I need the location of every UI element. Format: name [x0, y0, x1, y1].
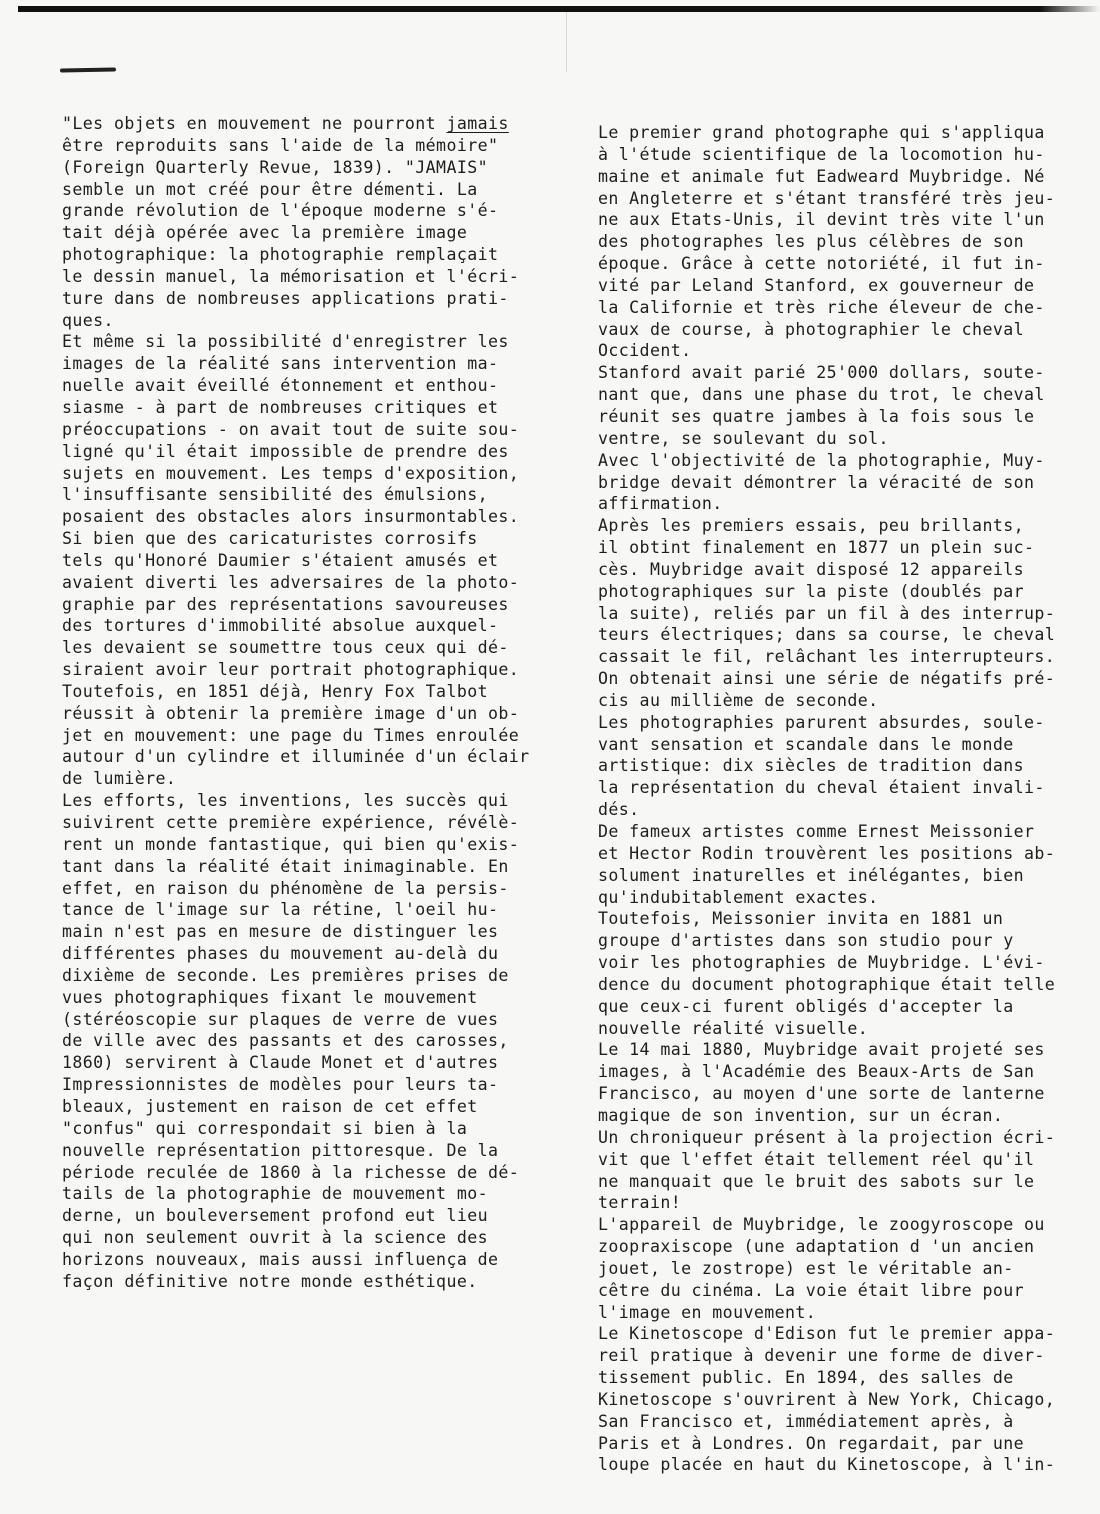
text-line: Le Kinetoscope d'Edison fut le premier appa-: [598, 1324, 1056, 1344]
text-line: graphie par des représentations savoureuses: [62, 594, 509, 614]
text-line: photographiques sur la piste (doublés par: [598, 581, 1025, 601]
text-line: être reproduits sans l'aide de la mémoire": [62, 135, 499, 155]
scan-top-edge: [18, 6, 1088, 12]
text-line: Avec l'objectivité de la photographie, Muy-: [598, 450, 1045, 470]
text-line: "confus" qui correspondait si bien à la: [62, 1118, 468, 1138]
text-line: photographique: la photographie remplaçait: [62, 245, 499, 265]
text-line: réunit ses quatre jambes à la fois sous le: [598, 406, 1035, 426]
text-line: le dessin manuel, la mémorisation et l'écri-: [62, 266, 520, 286]
text-line: voir les photographies de Muybridge. L'évi-: [598, 953, 1045, 973]
text-line: nuelle avait éveillé étonnement et enthou-: [62, 376, 499, 396]
text-line: vit que l'effet était tellement réel qu'il: [598, 1149, 1035, 1169]
text-line: siasme - à part de nombreuses critiques et: [62, 397, 499, 417]
text-line: tant dans la réalité était inimaginable. En: [62, 856, 509, 876]
text-line: siraient avoir leur portrait photographique.: [62, 660, 520, 680]
text-line: horizons nouveaux, mais aussi influença de: [62, 1249, 499, 1269]
text-line: la Californie et très riche éleveur de che-: [598, 297, 1045, 317]
text-line: terrain!: [598, 1193, 682, 1213]
text-line: l'image en mouvement.: [598, 1302, 817, 1322]
text-line: époque. Grâce à cette notoriété, il fut in-: [598, 254, 1045, 274]
text-line: Stanford avait parié 25'000 dollars, soute-: [598, 363, 1045, 383]
text-line: dence du document photographique était telle: [598, 974, 1056, 994]
text-line: maine et animale fut Eadweard Muybridge. Né: [598, 166, 1045, 186]
text-line: et Hector Rodin trouvèrent les positions ab-: [598, 843, 1056, 863]
text-line: que ceux-ci furent obligés d'accepter la: [598, 996, 1014, 1016]
text-line: différentes phases du mouvement au-delà du: [62, 944, 499, 964]
text-line: posaient des obstacles alors insurmontables.: [62, 507, 520, 527]
text-line: Les photographies parurent absurdes, soule-: [598, 712, 1045, 732]
text-line: rent un monde fantastique, qui bien qu'exis-: [62, 834, 520, 854]
text-line: Toutefois, Meissonier invita en 1881 un: [598, 909, 1004, 929]
text-line: avaient diverti les adversaires de la photo-: [62, 572, 520, 592]
text-line: Occident.: [598, 341, 692, 361]
text-line: images, à l'Académie des Beaux-Arts de San: [598, 1062, 1035, 1082]
text-line: jouet, le zostrope) est le véritable an-: [598, 1258, 1014, 1278]
text-line: zoopraxiscope (une adaptation d 'un ancien: [598, 1237, 1035, 1257]
text-line: De fameux artistes comme Ernest Meissonier: [598, 822, 1035, 841]
text-line: teurs électriques; dans sa course, le cheval: [598, 625, 1056, 645]
text-line: Toutefois, en 1851 déjà, Henry Fox Talbot: [62, 681, 489, 701]
text-line: vité par Leland Stanford, ex gouverneur de: [598, 275, 1035, 295]
text-line: de lumière.: [62, 769, 177, 789]
text-line: l'insuffisante sensibilité des émulsions,: [62, 485, 489, 505]
left-text-column: [62, 113, 557, 1293]
text-line: L'appareil de Muybridge, le zoogyroscope ou: [598, 1215, 1045, 1235]
text-line: "Les objets en mouvement ne pourront jamais: [62, 114, 509, 133]
text-line: réussit à obtenir la première image d'un ob-: [62, 703, 520, 723]
text-line: dés.: [598, 800, 640, 820]
text-line: Les efforts, les inventions, les succès qui: [62, 791, 509, 811]
text-line: des tortures d'immobilité absolue auxquel-: [62, 616, 499, 636]
text-line: On obtenait ainsi une série de négatifs pré-: [598, 669, 1056, 689]
text-line: ture dans de nombreuses applications prati-: [62, 288, 509, 308]
text-line: cès. Muybridge avait disposé 12 appareils: [598, 559, 1025, 579]
text-line: Impressionnistes de modèles pour leurs ta-: [62, 1075, 499, 1095]
text-line: (stéréoscopie sur plaques de verre de vues: [62, 1009, 499, 1029]
right-text-column: [598, 122, 1078, 1476]
text-line: Après les premiers essais, peu brillants,: [598, 516, 1025, 536]
text-line: qui non seulement ouvrit à la science des: [62, 1228, 489, 1248]
text-line: période reculée de 1860 à la richesse de dé-: [62, 1162, 520, 1182]
text-line: à l'étude scientifique de la locomotion hu-: [598, 144, 1045, 164]
text-line: autour d'un cylindre et illuminée d'un éclair: [62, 747, 530, 767]
text-line: Francisco, au moyen d'une sorte de lanterne: [598, 1084, 1045, 1104]
text-line: de ville avec des passants et des carosses,: [62, 1031, 509, 1051]
text-line: dixième de seconde. Les premières prises de: [62, 965, 509, 985]
text-line: Si bien que des caricaturistes corrosifs: [62, 529, 478, 549]
text-line: ligné qu'il était impossible de prendre des: [62, 441, 509, 461]
text-line: tait déjà opérée avec la première image: [62, 223, 468, 243]
text-line: il obtint finalement en 1877 un plein suc-: [598, 538, 1035, 558]
text-line: vues photographiques fixant le mouvement: [62, 987, 478, 1007]
text-line: magique de son invention, sur un écran.: [598, 1105, 1004, 1125]
text-line: main n'est pas en mesure de distinguer les: [62, 922, 499, 942]
text-line: (Foreign Quarterly Revue, 1839). "JAMAIS": [62, 157, 489, 177]
text-line: en Angleterre et s'étant transféré très jeu-: [598, 188, 1056, 208]
text-line: qu'indubitablement exactes.: [598, 887, 879, 907]
text-line: Paris et à Londres. On regardait, par une: [598, 1433, 1025, 1453]
text-line: tails de la photographie de mouvement mo-: [62, 1184, 489, 1204]
scan-artifact-line: [566, 12, 567, 72]
text-line: solument inaturelles et inélégantes, bien: [598, 865, 1025, 885]
text-line: jet en mouvement: une page du Times enroulée: [62, 725, 520, 745]
text-line: tance de l'image sur la rétine, l'oeil hu-: [62, 900, 499, 920]
text-line: façon définitive notre monde esthétique.: [62, 1271, 478, 1291]
text-line: la suite), reliés par un fil à des interrup-: [598, 603, 1056, 623]
text-line: reil pratique à devenir une forme de diver-: [598, 1346, 1045, 1366]
text-line: tissement public. En 1894, des salles de: [598, 1368, 1014, 1388]
text-line: ne aux Etats-Unis, il devint très vite l'un: [598, 210, 1045, 230]
text-line: nouvelle représentation pittoresque. De la: [62, 1140, 499, 1160]
text-line: Et même si la possibilité d'enregistrer les: [62, 332, 509, 352]
text-line: des photographes les plus célèbres de son: [598, 232, 1025, 252]
text-line: loupe placée en haut du Kinetoscope, à l'in-: [598, 1455, 1056, 1475]
text-line: vaux de course, à photographier le cheval: [598, 319, 1025, 339]
text-line: Le premier grand photographe qui s'appliqua: [598, 123, 1045, 142]
text-line: derne, un bouleversement profond eut lieu: [62, 1206, 489, 1226]
handwritten-dash-mark: [60, 68, 116, 73]
text-line: ques.: [62, 310, 114, 330]
text-line: Un chroniqueur présent à la projection écri-: [598, 1127, 1056, 1147]
text-line: semble un mot créé pour être démenti. La: [62, 179, 478, 199]
text-line: tels qu'Honoré Daumier s'étaient amusés et: [62, 550, 499, 570]
text-line: préoccupations - on avait tout de suite sou-: [62, 419, 520, 439]
text-line: cêtre du cinéma. La voie était libre pour: [598, 1280, 1025, 1300]
text-line: suivirent cette première expérience, révélè-: [62, 813, 520, 832]
text-line: bridge devait démontrer la véracité de son: [598, 472, 1035, 492]
text-line: ne manquait que le bruit des sabots sur le: [598, 1171, 1035, 1191]
text-line: San Francisco et, immédiatement après, à: [598, 1411, 1014, 1431]
text-line: ventre, se soulevant du sol.: [598, 428, 889, 448]
text-line: sujets en mouvement. Les temps d'exposition,: [62, 463, 520, 483]
text-line: nant que, dans une phase du trot, le cheval: [598, 385, 1045, 405]
text-line: effet, en raison du phénomène de la persis-: [62, 878, 509, 898]
scan-top-edge-fade: [1040, 6, 1100, 12]
text-line: cassait le fil, relâchant les interrupteurs.: [598, 647, 1056, 667]
text-line: artistique: dix siècles de tradition dans: [598, 756, 1025, 776]
text-line: images de la réalité sans intervention ma-: [62, 354, 499, 374]
text-line: les devaient se soumettre tous ceux qui dé-: [62, 638, 509, 658]
text-line: groupe d'artistes dans son studio pour y: [598, 931, 1014, 951]
text-line: nouvelle réalité visuelle.: [598, 1018, 869, 1038]
text-line: 1860) servirent à Claude Monet et d'autres: [62, 1053, 499, 1073]
text-line: grande révolution de l'époque moderne s'é-: [62, 201, 499, 221]
text-line: affirmation.: [598, 494, 723, 514]
text-line: la représentation du cheval étaient invali-: [598, 778, 1045, 798]
text-line: Kinetoscope s'ouvrirent à New York, Chicago,: [598, 1389, 1056, 1409]
text-line: cis au millième de seconde.: [598, 690, 879, 710]
text-line: vant sensation et scandale dans le monde: [598, 734, 1014, 754]
text-line: bleaux, justement en raison de cet effet: [62, 1096, 478, 1116]
text-line: Le 14 mai 1880, Muybridge avait projeté ses: [598, 1040, 1045, 1060]
